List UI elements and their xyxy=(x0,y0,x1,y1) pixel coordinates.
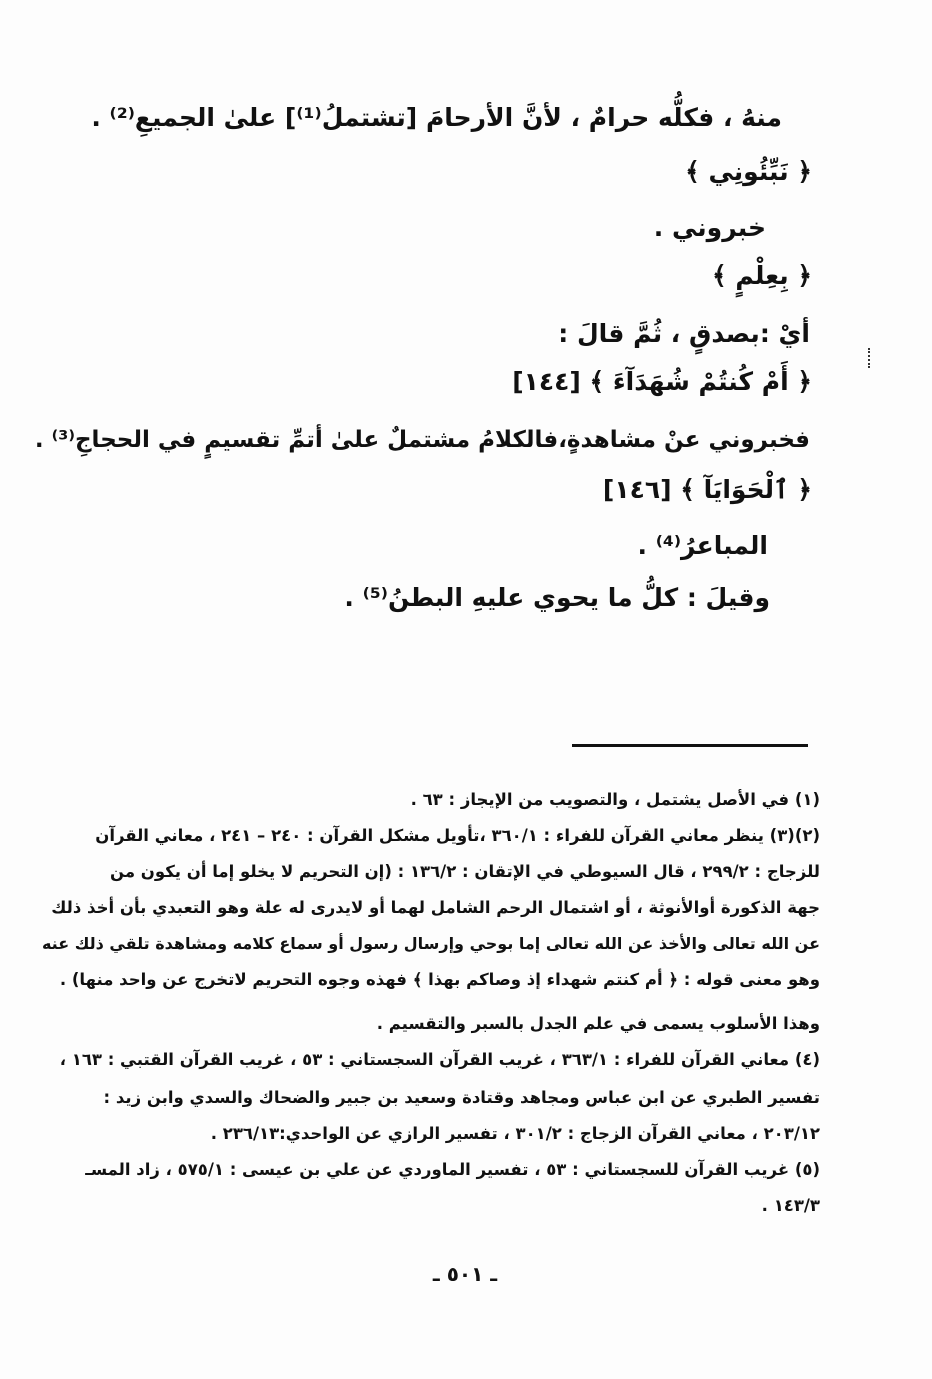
footnote-separator xyxy=(572,744,808,747)
footnote-2-3-line-1: (٢)(٣) ينظر معاني القرآن للفراء : ٣٦٠/١ ،تأويل مشكل القرآن : ٢٤٠ – ٢٤١ ، معاني القرآن xyxy=(95,826,820,845)
footnote-4-line-2: تفسير الطبري عن ابن عباس ومجاهد وقتادة وسعيد بن جبير والضحاك والسدي وابن زيد : xyxy=(103,1088,820,1107)
quran-term-bi-ilm: ﴿ بِعِلْمٍ ﴾ xyxy=(711,261,812,290)
body-line-3: خبروني . xyxy=(653,213,766,242)
footnote-2-3-line-6: وهذا الأسلوب يسمى في علم الجدل بالسبر والتقسيم . xyxy=(376,1014,820,1033)
footnote-5-line-1: (٥) غريب القرآن للسجستاني : ٥٣ ، تفسير الماوردي عن علي بن عيسى : ٥٧٥/١ ، زاد المسـ xyxy=(85,1160,820,1179)
quran-verse-144: ﴿ أَمْ كُنتُمْ شُهَدَآءَ ﴾ [١٤٤] xyxy=(512,367,812,396)
footnote-2-3-line-3: جهة الذكورة أوالأنوثة ، أو اشتمال الرحم الشامل لهما أو لايدرى له علة وهو التعبدي بأن أخذ ذلك xyxy=(51,898,820,917)
body-line-5: أيْ :بصدقٍ ، ثُمَّ قالَ : xyxy=(558,319,810,348)
footnote-1: (١) في الأصل يشتمل ، والتصويب من الإيجاز : ٦٣ . xyxy=(410,790,820,809)
body-line-9: المباعرُ⁽⁴⁾ . xyxy=(637,531,768,560)
page-number: ـ ٥٠١ ـ xyxy=(432,1262,498,1286)
footnote-5-line-2: ١٤٣/٣ . xyxy=(761,1196,820,1215)
body-line-7: فخبروني عنْ مشاهدةٍ،فالكلامُ مشتملٌ علىٰ أتمِّ تقسيمٍ في الحجاجِ⁽³⁾ . xyxy=(34,427,810,453)
body-line-10: وقيلَ : كلُّ ما يحوي عليهِ البطنُ⁽⁵⁾ . xyxy=(344,583,770,612)
footnote-2-3-line-4: عن الله تعالى والأخذ عن الله تعالى إما بوحي وإرسال رسول أو سماع كلامه ومشاهدة تلقي ذلك عنه xyxy=(41,934,820,953)
quran-verse-146: ﴿ ٱلْحَوَايَآ ﴾ [١٤٦] xyxy=(602,475,812,504)
footnote-2-3-line-5: وهو معنى قوله : ﴿ أم كنتم شهداء إذ وصاكم بهذا ﴾ فهذه وجوه التحريم لاتخرج عن واحد منها) . xyxy=(59,970,820,989)
footnote-4-line-3: ٢٠٣/١٢ ، معاني القرآن الزجاج : ٣٠١/٢ ، تفسير الرازي عن الواحدي:٢٣٦/١٣ . xyxy=(210,1124,820,1143)
margin-mark xyxy=(868,348,873,368)
footnote-4-line-1: (٤) معاني القرآن للفراء : ٣٦٣/١ ، غريب القرآن السجستاني : ٥٣ ، غريب القرآن القتبي : ١٦٣ ، xyxy=(59,1050,820,1069)
body-line-1: منهُ ، فكلُّه حرامٌ ، لأنَّ الأرحامَ [تشتملُ⁽¹⁾] علىٰ الجميعِ⁽²⁾ . xyxy=(91,103,782,132)
footnote-2-3-line-2: للزجاج : ٢٩٩/٢ ، قال السيوطي في الإتقان : ١٣٦/٢ : (إن التحريم لا يخلو إما أن يكون من xyxy=(109,862,820,881)
quran-term-nabbiuni: ﴿ نَبِّئُونِي ﴾ xyxy=(685,157,812,186)
